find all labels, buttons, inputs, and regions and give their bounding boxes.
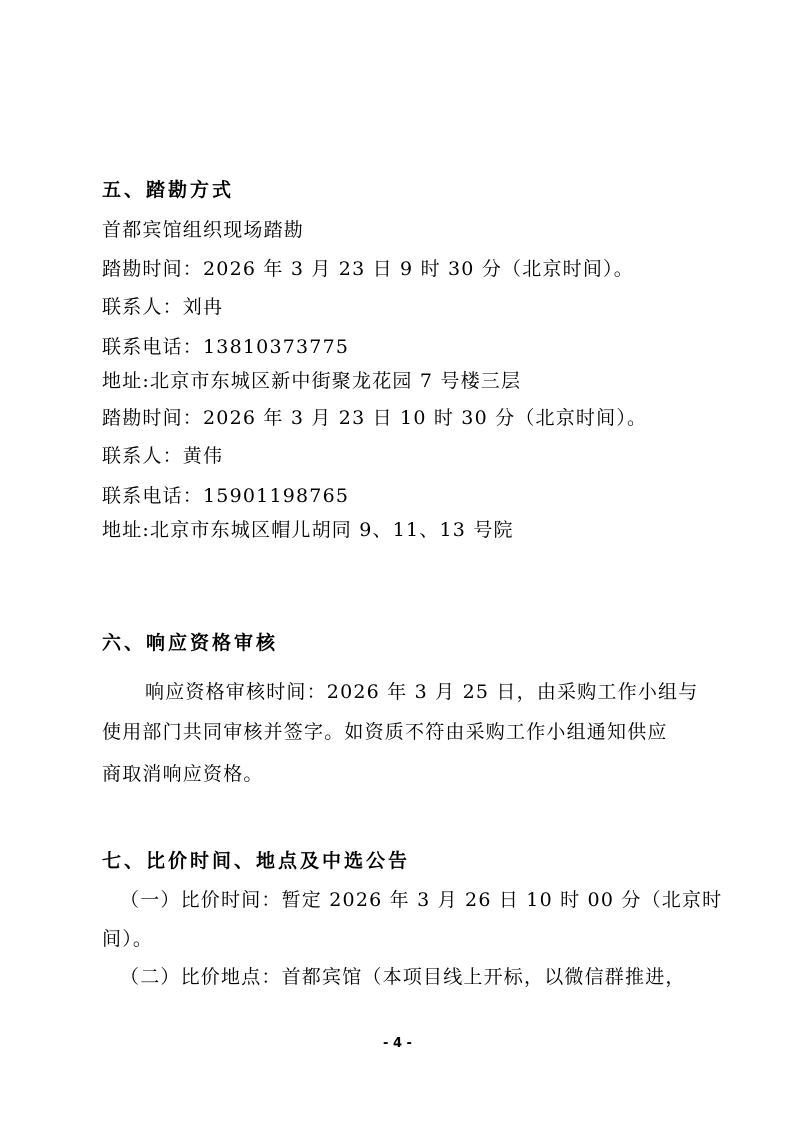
section5-line-5: 地址:北京市东城区新中街聚龙花园 7 号楼三层 xyxy=(102,370,522,392)
section5-line-1: 首都宾馆组织现场踏勘 xyxy=(102,219,305,241)
section6-line-3: 商取消响应资格。 xyxy=(102,763,264,785)
section6-line-1: 响应资格审核时间：2026 年 3 月 25 日，由采购工作小组与 xyxy=(145,681,699,703)
section5-line-7: 联系人：黄伟 xyxy=(102,445,224,467)
section6-line-2: 使用部门共同审核并签字。如资质不符由采购工作小组通知供应 xyxy=(102,721,668,743)
section5-line-8: 联系电话：15901198765 xyxy=(102,485,350,507)
section5-line-2: 踏勘时间：2026 年 3 月 23 日 9 时 30 分（北京时间）。 xyxy=(102,258,634,280)
section5-line-4: 联系电话：13810373775 xyxy=(102,336,350,358)
section5-line-6: 踏勘时间：2026 年 3 月 23 日 10 时 30 分（北京时间）。 xyxy=(102,407,648,429)
section5-line-9: 地址:北京市东城区帽儿胡同 9、11、13 号院 xyxy=(102,519,514,541)
page-number: - 4 - xyxy=(383,1036,412,1051)
section-heading-5: 五、踏勘方式 xyxy=(102,179,235,201)
section7-line-2: 间）。 xyxy=(102,928,154,950)
section5-line-3: 联系人：刘冉 xyxy=(102,296,224,318)
section7-line-1: （一）比价时间：暂定 2026 年 3 月 26 日 10 时 00 分（北京时 xyxy=(120,889,723,911)
section-heading-6: 六、响应资格审核 xyxy=(102,632,279,654)
section-heading-7: 七、比价时间、地点及中选公告 xyxy=(102,850,411,872)
section7-line-3: （二）比价地点：首都宾馆（本项目线上开标，以微信群推进， xyxy=(120,966,686,988)
